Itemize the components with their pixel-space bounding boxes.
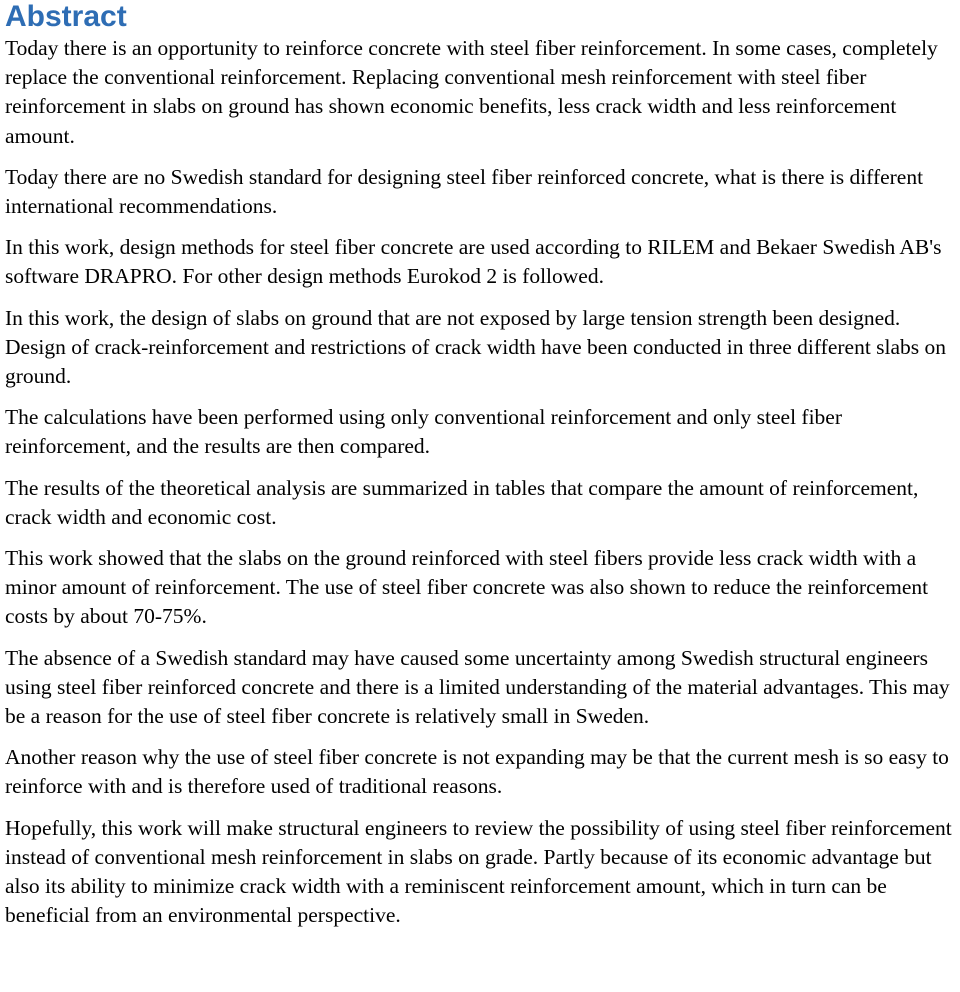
abstract-paragraph-3: In this work, design methods for steel fiber concrete are used according to RILEM and Bekaer Swedish AB's software DRAPRO. For other design methods Eurokod 2 is followed.: [5, 235, 942, 289]
abstract-paragraph-9: Another reason why the use of steel fiber concrete is not expanding may be that the current mesh is so easy to reinforce with and is therefore used of traditional reasons.: [5, 745, 949, 799]
abstract-paragraph-1: Today there is an opportunity to reinforce concrete with steel fiber reinforcement. In some cases, completely replace the conventional reinforcement. Replacing conventional mesh reinforcement with steel fiber reinforcement in slabs on ground has shown economic benefits, less crack width and less reinforcement amount.: [5, 36, 938, 148]
abstract-paragraph-2: Today there are no Swedish standard for designing steel fiber reinforced concrete, what is there is different international recommendations.: [5, 164, 924, 219]
abstract-paragraph-6: The results of the theoretical analysis are summarized in tables that compare the amount of reinforcement, crack width and economic cost.: [5, 475, 919, 529]
abstract-paragraph-5: The calculations have been performed using only conventional reinforcement and only steel fiber reinforcement, and the results are then compared.: [5, 405, 842, 459]
abstract-paragraph-4: In this work, the design of slabs on ground that are not exposed by large tension strength been designed. Design of crack-reinforcement and restrictions of crack width have been conducted in three different slabs on ground.: [5, 305, 947, 389]
abstract-paragraph-7: This work showed that the slabs on the ground reinforced with steel fibers provide less crack width with a minor amount of reinforcement. The use of steel fiber concrete was also shown to reduce the reinforcement costs by about 70-75%.: [5, 546, 929, 629]
abstract-paragraph-10: Hopefully, this work will make structural engineers to review the possibility of using steel fiber reinforcement instead of conventional mesh reinforcement in slabs on grade. Partly because of its economic advantage but also its ability to minimize crack width with a reminiscent reinforcement amount, which in turn can be beneficial from an environmental perspective.: [5, 815, 952, 928]
abstract-paragraph-8: The absence of a Swedish standard may have caused some uncertainty among Swedish structural engineers using steel fiber reinforced concrete and there is a limited understanding of the material advantages. This may be a reason for the use of steel fiber concrete is relatively small in Sweden.: [5, 645, 950, 729]
abstract-heading: Abstract: [5, 0, 127, 33]
abstract-section: [5, 0, 960, 930]
